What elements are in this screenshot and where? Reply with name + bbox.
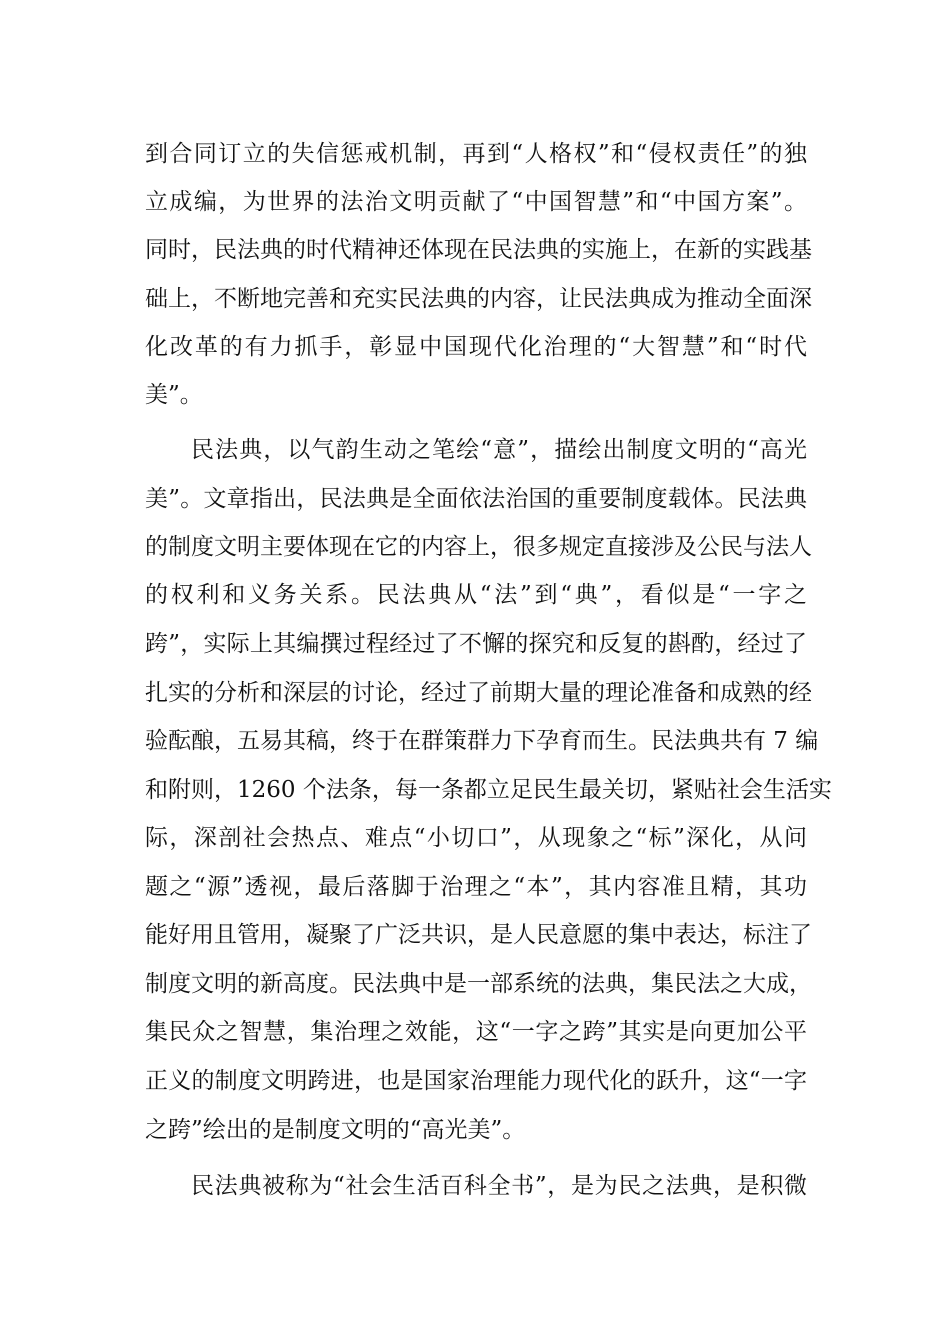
- paragraph-2-line-6: 扎实的分析和深层的讨论，经过了前期大量的理论准备和成熟的经: [145, 680, 812, 706]
- paragraph-2-line-13: 集民众之智慧，集治理之效能，这“一字之跨”其实是向更加公平: [145, 1019, 807, 1045]
- paragraph-2-line-1: 民法典，以气韵生动之笔绘“意”，描绘出制度文明的“高光: [191, 437, 807, 463]
- paragraph-2-line-12: 制度文明的新高度。民法典中是一部系统的法典，集民法之大成，: [145, 971, 812, 997]
- paragraph-2-line-5: 跨”，实际上其编撰过程经过了不懈的探究和反复的斟酌，经过了: [145, 631, 807, 657]
- paragraph-2-line-10: 题之“源”透视，最后落脚于治理之“本”，其内容准且精，其功: [145, 874, 807, 900]
- paragraph-2-line-8: 和附则，1260 个法条，每一条都立足民生最关切，紧贴社会生活实: [145, 777, 832, 803]
- paragraph-2-line-14: 正义的制度文明跨进，也是国家治理能力现代化的跃升，这“一字: [145, 1068, 807, 1094]
- paragraph-1-line-2: 立成编，为世界的法治文明贡献了“中国智慧”和“中国方案”。: [145, 189, 807, 215]
- paragraph-1-line-1: 到合同订立的失信惩戒机制，再到“人格权”和“侵权责任”的独: [145, 141, 807, 167]
- paragraph-2-line-7: 验酝酿，五易其稿，终于在群策群力下孕育而生。民法典共有 7 编: [145, 728, 819, 754]
- paragraph-1-line-4: 础上，不断地完善和充实民法典的内容，让民法典成为推动全面深: [145, 286, 812, 312]
- paragraph-3-line-1: 民法典被称为“社会生活百科全书”，是为民之法典，是积微: [191, 1173, 807, 1199]
- paragraph-2-line-3: 的制度文明主要体现在它的内容上，很多规定直接涉及公民与法人: [145, 534, 812, 560]
- paragraph-2-line-9: 际，深剖社会热点、难点“小切口”，从现象之“标”深化，从问: [145, 825, 807, 851]
- paragraph-2-line-2: 美”。文章指出，民法典是全面依法治国的重要制度载体。民法典: [145, 486, 807, 512]
- paragraph-2-line-4: 的权利和义务关系。民法典从“法”到“典”，看似是“一字之: [145, 582, 807, 608]
- paragraph-1-line-6: 美”。: [145, 382, 203, 408]
- paragraph-1-line-5: 化改革的有力抓手，彰显中国现代化治理的“大智慧”和“时代: [145, 334, 807, 360]
- paragraph-1-line-3: 同时，民法典的时代精神还体现在民法典的实施上，在新的实践基: [145, 237, 812, 263]
- paragraph-2-line-15: 之跨”绘出的是制度文明的“高光美”。: [145, 1117, 526, 1143]
- paragraph-2-line-11: 能好用且管用，凝聚了广泛共识，是人民意愿的集中表达，标注了: [145, 922, 812, 948]
